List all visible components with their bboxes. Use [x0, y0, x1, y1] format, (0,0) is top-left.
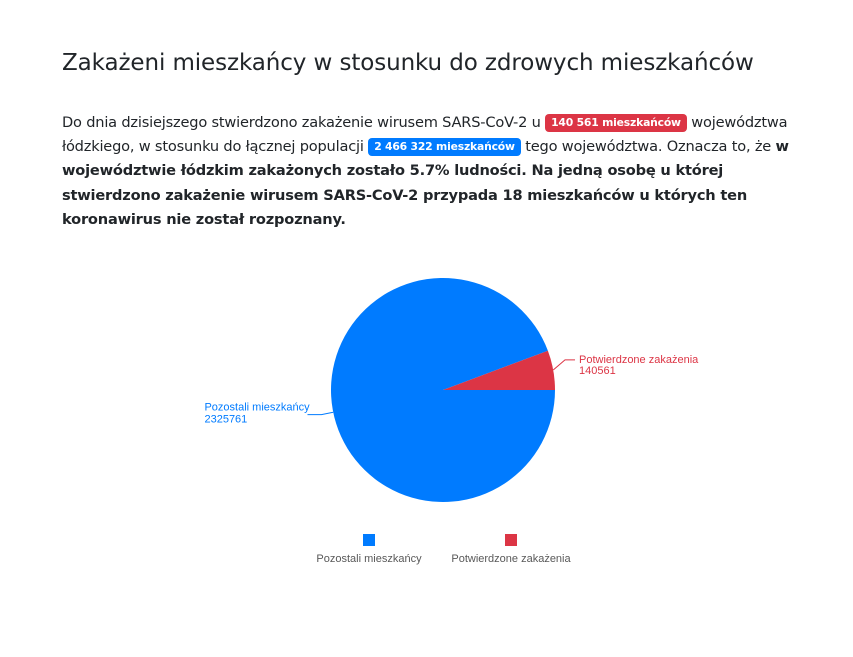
leader-line-healthy: [307, 412, 333, 414]
description-summary: w województwie łódzkim zakażonych zostało 5.7% ludności. Na jedną osobę u której stwierdzono zakażenie wirusem SARS-CoV-2 przypada 18 mieszkańców u których ten koronawirus nie został rozpoznany.: [62, 138, 789, 228]
description-text-1: Do dnia dzisiejszego stwierdzono zakażenie wirusem SARS-CoV-2 u: [62, 114, 546, 131]
data-label-healthy-name: Pozostali mieszkańcy: [204, 401, 310, 414]
legend-item-infected[interactable]: [447, 532, 575, 565]
legend-label-infected: Potwierdzone zakażenia: [451, 553, 571, 565]
infected-count-badge: 140 561 mieszkańców: [545, 114, 687, 132]
data-label-infected-name: Potwierdzone zakażenia: [579, 353, 699, 366]
legend-label-healthy: Pozostali mieszkańcy: [316, 553, 422, 565]
description-text-3: tego województwa. Oznacza to, że: [520, 138, 776, 156]
population-count-badge: 2 466 322 mieszkańców: [368, 138, 521, 156]
description-text-2: województwa łódzkiego, w stosunku do łącznej populacji: [62, 114, 788, 156]
pie-slice-healthy[interactable]: [331, 278, 555, 502]
page-title: Zakażeni mieszkańcy w stosunku do zdrowych mieszkańców: [62, 50, 754, 76]
legend-swatch-infected: [505, 534, 517, 546]
data-label-infected-value: 140561: [579, 364, 616, 377]
legend-item-healthy[interactable]: [313, 532, 425, 565]
data-label-healthy-value: 2325761: [204, 413, 248, 426]
legend-swatch-healthy: [363, 534, 375, 546]
chart-legend: [0, 532, 853, 572]
leader-line-infected: [553, 360, 575, 370]
